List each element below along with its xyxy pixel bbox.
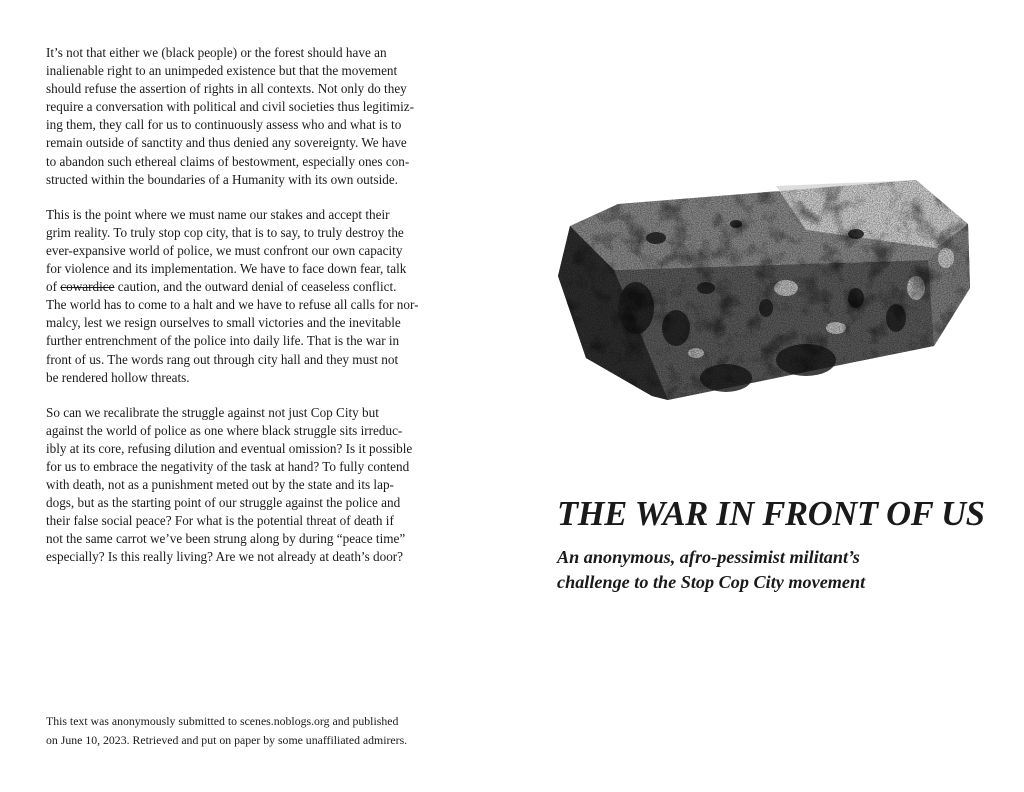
colophon: This text was anonymously submitted to scenes.noblogs.org and published on June 10, 2023. Retrieved and put on paper by some unaffiliated admirers.	[46, 714, 408, 747]
paragraph-recalibrate: So can we recalibrate the struggle against not just Cop City but against the world of police as one where black struggle sits irreduc- ibly at its core, refusing dilution and eventual omission? Is it possible for us to embrace the negativity of the task at hand? To fully contend with death, not as a punishment meted out by the state and its lap- dogs, but as the starting point of our struggle against the police and their false social peace? For what is the potential threat of death if not the same carrot we’ve been strung along by during “peace time” especially? Is this really living? Are we not already at death’s door?	[46, 404, 413, 565]
paragraph-stakes: This is the point where we must name our stakes and accept their grim reality. To truly stop cop city, that is to say, to truly destroy the ever-expansive world of police, we must confront our own capacity for violence and its implementation. We have to face down fear, talk of cowardice caution, and the outward denial of ceaseless conflict. The world has to come to a halt and we have to refuse all calls for nor- malcy, lest we resign ourselves to small victories and the inevitable further entrenchment of the police into daily life. That is the war in front of us. The words rang out through city hall and they must not be rendered hollow threats.	[46, 206, 419, 385]
cover-title: THE WAR IN FRONT OF US	[557, 495, 985, 533]
paragraph-rights: It’s not that either we (black people) or the forest should have an inalienable right to an unimpeded existence but that the movement should refuse the assertion of rights in all contexts. Not only do they require a conversation with political and civil societies thus legitimiz- ing them, they call for us to continuously assess who and what is to remain outside of sanctity and thus denied any sovereignty. We have to abandon such ethereal claims of bestowment, especially ones con- structed within the boundaries of a Humanity with its own outside.	[46, 45, 415, 187]
brick-image	[556, 178, 980, 404]
body-text-column	[46, 44, 466, 584]
cover-subtitle: An anonymous, afro-pessimist militant’s challenge to the Stop Cop City movement	[557, 547, 866, 592]
struck-word: cowardice	[60, 279, 115, 295]
